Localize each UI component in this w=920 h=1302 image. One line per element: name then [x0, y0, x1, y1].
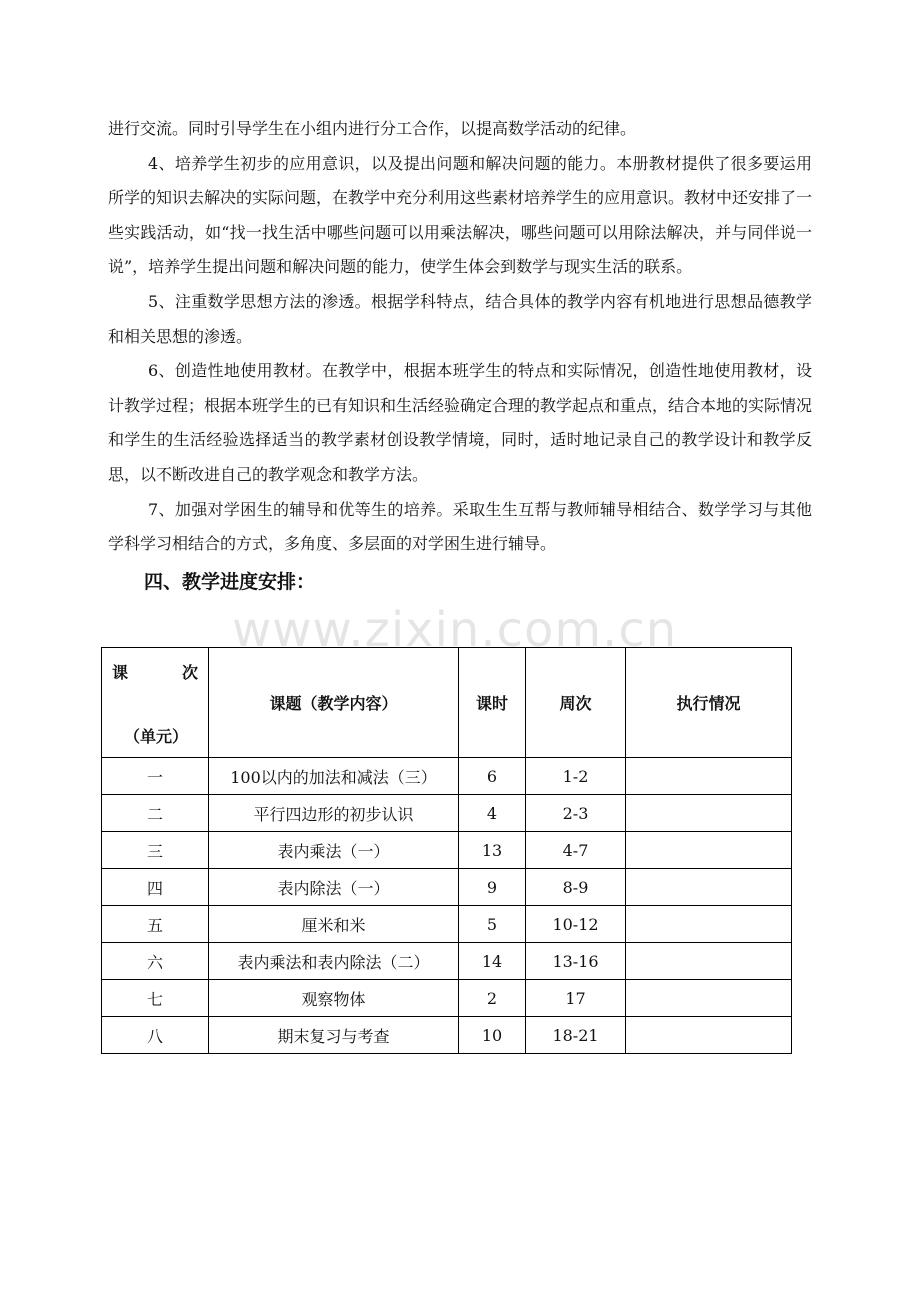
- cell-status: [626, 943, 792, 980]
- cell-status: [626, 869, 792, 906]
- cell-hours: 5: [459, 906, 526, 943]
- header-unit: [102, 648, 209, 758]
- header-unit-part1: 课: [112, 663, 129, 682]
- paragraph-item-5: 5、注重数学思想方法的渗透。根据学科特点，结合具体的教学内容有机地进行思想品德教学和相关思想的渗透。: [108, 291, 812, 346]
- cell-weeks: 8-9: [526, 869, 626, 906]
- cell-topic: 平行四边形的初步认识: [209, 795, 459, 832]
- table-row: [102, 795, 792, 832]
- section-heading: 四、教学进度安排：: [144, 570, 316, 593]
- paragraph-item-6: 6、创造性地使用教材。在教学中，根据本班学生的特点和实际情况，创造性地使用教材，设计教学过程；根据本班学生的已有知识和生活经验确定合理的教学起点和重点，结合本地的实际情况和学生的生活经验选择适当的教学素材创设教学情境，同时，适时地记录自己的教学设计和教学反思，以不断改进自己的教学观念和教学方法。: [108, 361, 813, 484]
- cell-weeks: 18-21: [526, 1017, 626, 1054]
- cell-status: [626, 1017, 792, 1054]
- cell-hours: 6: [459, 758, 526, 795]
- cell-unit: 二: [102, 795, 209, 832]
- cell-unit: 八: [102, 1017, 209, 1054]
- cell-unit: 七: [102, 980, 209, 1017]
- table-row: [102, 1017, 792, 1054]
- cell-status: [626, 758, 792, 795]
- cell-hours: 9: [459, 869, 526, 906]
- header-status: 执行情况: [626, 648, 792, 758]
- cell-unit: 六: [102, 943, 209, 980]
- cell-status: [626, 980, 792, 1017]
- header-unit-part2: 次: [181, 663, 198, 682]
- cell-unit: 一: [102, 758, 209, 795]
- watermark: www.zixin.com.cn: [232, 602, 678, 658]
- cell-weeks: 1-2: [526, 758, 626, 795]
- cell-topic: 厘米和米: [209, 906, 459, 943]
- cell-weeks: 2-3: [526, 795, 626, 832]
- header-weeks: 周次: [526, 648, 626, 758]
- schedule-table: [101, 647, 792, 1054]
- paragraph-continuation: 进行交流。同时引导学生在小组内进行分工合作，以提高数学活动的纪律。: [108, 119, 637, 138]
- paragraph-item-7: 7、加强对学困生的辅导和优等生的培养。采取生生互帮与教师辅导相结合、数学学习与其他学科学习相结合的方式，多角度、多层面的对学困生进行辅导。: [108, 499, 812, 554]
- cell-topic: 表内乘法（一）: [209, 832, 459, 869]
- table-row: [102, 832, 792, 869]
- cell-status: [626, 795, 792, 832]
- table-row: [102, 980, 792, 1017]
- header-topic: 课题（教学内容）: [209, 648, 459, 758]
- table-row: [102, 943, 792, 980]
- table-header-row: [102, 648, 792, 758]
- document-body: [108, 112, 812, 602]
- header-unit-part3: （单元）: [124, 727, 189, 746]
- cell-unit: 五: [102, 906, 209, 943]
- cell-weeks: 13-16: [526, 943, 626, 980]
- table-row: [102, 869, 792, 906]
- cell-topic: 观察物体: [209, 980, 459, 1017]
- cell-hours: 10: [459, 1017, 526, 1054]
- cell-topic: 期末复习与考查: [209, 1017, 459, 1054]
- header-hours: 课时: [459, 648, 526, 758]
- table-row: [102, 906, 792, 943]
- cell-unit: 四: [102, 869, 209, 906]
- cell-topic: 表内乘法和表内除法（二）: [209, 943, 459, 980]
- cell-hours: 4: [459, 795, 526, 832]
- cell-unit: 三: [102, 832, 209, 869]
- cell-hours: 14: [459, 943, 526, 980]
- cell-hours: 13: [459, 832, 526, 869]
- cell-weeks: 10-12: [526, 906, 626, 943]
- cell-weeks: 4-7: [526, 832, 626, 869]
- cell-weeks: 17: [526, 980, 626, 1017]
- cell-topic: 表内除法（一）: [209, 869, 459, 906]
- cell-status: [626, 832, 792, 869]
- cell-topic: 100以内的加法和减法（三）: [209, 758, 459, 795]
- paragraph-item-4: 4、培养学生初步的应用意识，以及提出问题和解决问题的能力。本册教材提供了很多要运用所学的知识去解决的实际问题，在教学中充分利用这些素材培养学生的应用意识。教材中还安排了一些实践活动，如“找一找生活中哪些问题可以用乘法解决，哪些问题可以用除法解决，并与同伴说一说”，培养学生提出问题和解决问题的能力，使学生体会到数学与现实生活的联系。: [108, 153, 813, 277]
- cell-status: [626, 906, 792, 943]
- cell-hours: 2: [459, 980, 526, 1017]
- table-row: [102, 758, 792, 795]
